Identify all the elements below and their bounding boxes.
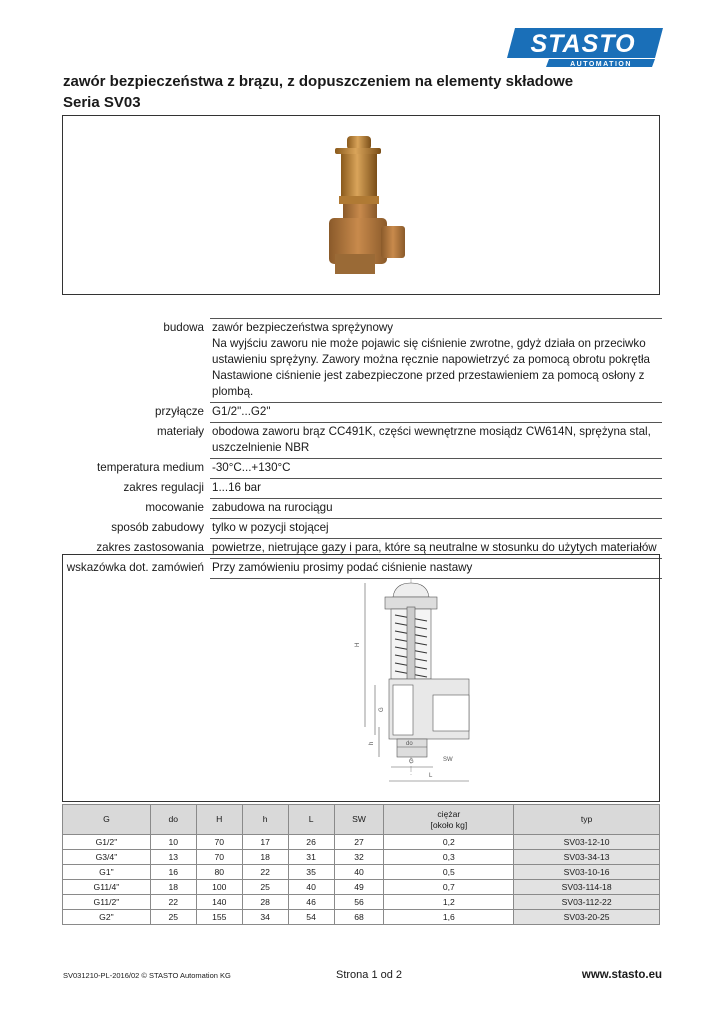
table-cell: 140 <box>196 895 242 910</box>
table-cell: 49 <box>334 880 384 895</box>
spec-label: mocowanie <box>145 500 204 514</box>
table-cell: 0,3 <box>384 850 514 865</box>
dim-G-bottom-label: G <box>409 759 414 765</box>
spec-row <box>62 423 662 459</box>
table-cell: 70 <box>196 835 242 850</box>
spec-value: G1/2"...G2" <box>210 403 662 423</box>
table-cell: G11/2" <box>63 895 151 910</box>
table-cell: 0,2 <box>384 835 514 850</box>
table-cell: G2" <box>63 910 151 925</box>
table-cell: 10 <box>150 835 196 850</box>
table-cell: 22 <box>150 895 196 910</box>
dim-SW-label: SW <box>443 757 453 763</box>
column-header: typ <box>514 805 660 835</box>
column-header: h <box>242 805 288 835</box>
table-row <box>63 850 660 865</box>
table-cell: 18 <box>150 880 196 895</box>
type-code-cell: SV03-114-18 <box>514 880 660 895</box>
table-cell: 54 <box>288 910 334 925</box>
column-header: ciężar [około kg] <box>384 805 514 835</box>
table-cell: 28 <box>242 895 288 910</box>
dim-do-label: do <box>406 741 413 747</box>
table-cell: 80 <box>196 865 242 880</box>
table-cell: 25 <box>150 910 196 925</box>
footer-doc-id: SV031210-PL-2016/02 © STASTO Automation KG <box>63 971 231 980</box>
technical-drawing <box>293 577 503 787</box>
table-cell: 46 <box>288 895 334 910</box>
spec-value: powietrze, nietrujące gazy i para, które są neutralne w stosunku do użytych materiałów <box>210 539 662 559</box>
type-code-cell: SV03-12-10 <box>514 835 660 850</box>
table-cell: 26 <box>288 835 334 850</box>
table-cell: 155 <box>196 910 242 925</box>
table-cell: 35 <box>288 865 334 880</box>
table-cell: 40 <box>288 880 334 895</box>
spec-value: tylko w pozycji stojącej <box>210 519 662 539</box>
dim-G-side-label: G <box>379 707 385 712</box>
title-line-1: zawór bezpieczeństwa z brązu, z dopuszczeniem na elementy składowe <box>63 73 574 90</box>
table-row <box>63 910 660 925</box>
svg-text:AUTOMATION: AUTOMATION <box>570 61 632 68</box>
footer-website-link[interactable]: www.stasto.eu <box>581 969 662 981</box>
spec-value: obodowa zaworu brąz CC491K, części wewnętrzne mosiądz CW614N, sprężyna stal, uszczelnienie NBR <box>210 423 662 459</box>
table-cell: G1" <box>63 865 151 880</box>
svg-text:STASTO: STASTO <box>530 30 636 58</box>
table-cell: 0,5 <box>384 865 514 880</box>
table-cell: 0,7 <box>384 880 514 895</box>
spec-label: materiały <box>156 424 204 438</box>
dim-L-label: L <box>429 773 433 779</box>
spec-label: budowa <box>163 320 204 334</box>
table-cell: 22 <box>242 865 288 880</box>
product-photo-frame <box>62 115 660 295</box>
column-header: H <box>196 805 242 835</box>
column-header: SW <box>334 805 384 835</box>
table-row <box>63 880 660 895</box>
spec-row <box>62 459 662 479</box>
spec-row <box>62 319 662 403</box>
table-cell: 40 <box>334 865 384 880</box>
specifications-table <box>62 318 662 579</box>
table-cell: 56 <box>334 895 384 910</box>
dimensions-table <box>62 804 660 925</box>
table-cell: 68 <box>334 910 384 925</box>
footer-page-number: Strona 1 od 2 <box>336 969 403 981</box>
table-cell: 1,6 <box>384 910 514 925</box>
stasto-logo <box>505 26 663 68</box>
table-cell: 1,2 <box>384 895 514 910</box>
table-row <box>63 865 660 880</box>
spec-label: sposób zabudowy <box>111 520 204 534</box>
table-cell: 13 <box>150 850 196 865</box>
title-line-2: Seria SV03 <box>63 94 141 111</box>
table-cell: G1/2" <box>63 835 151 850</box>
spec-row <box>62 499 662 519</box>
type-code-cell: SV03-34-13 <box>514 850 660 865</box>
spec-value: 1...16 bar <box>210 479 662 499</box>
spec-value: Przy zamówieniu prosimy podać ciśnienie nastawy <box>210 559 662 579</box>
column-header: L <box>288 805 334 835</box>
spec-value: zabudowa na rurociągu <box>210 499 662 519</box>
table-cell: 16 <box>150 865 196 880</box>
type-code-cell: SV03-112-22 <box>514 895 660 910</box>
spec-label: zakres zastosowania <box>96 540 204 554</box>
table-cell: 18 <box>242 850 288 865</box>
table-cell: 17 <box>242 835 288 850</box>
dim-h-label: h <box>369 741 375 745</box>
table-cell: 25 <box>242 880 288 895</box>
spec-value: -30°C...+130°C <box>210 459 662 479</box>
column-header: do <box>150 805 196 835</box>
table-cell: G3/4" <box>63 850 151 865</box>
table-cell: 27 <box>334 835 384 850</box>
valve-photo <box>325 134 405 276</box>
spec-row <box>62 403 662 423</box>
table-cell: 32 <box>334 850 384 865</box>
dim-H-label: H <box>355 642 361 647</box>
spec-label: zakres regulacji <box>123 480 204 494</box>
spec-row <box>62 479 662 499</box>
table-row <box>63 895 660 910</box>
spec-label: przyłącze <box>155 404 204 418</box>
spec-label: temperatura medium <box>97 460 204 474</box>
technical-drawing-frame <box>62 554 660 802</box>
table-cell: G11/4" <box>63 880 151 895</box>
type-code-cell: SV03-20-25 <box>514 910 660 925</box>
spec-value: zawór bezpieczeństwa sprężynowy Na wyjściu zaworu nie może pojawic się ciśnienie zwrotne, gdyż działa on przeciwko ustawieniu sprężyny. Zawory można ręcznie napowietrzyć za pomocą obrotu pokrętła Nastawione ciśnienie jest zabezpieczone przed przestawieniem za pomocą osłony z plombą. <box>210 319 662 403</box>
table-row <box>63 835 660 850</box>
spec-label: wskazówka dot. zamówień <box>66 560 204 574</box>
table-cell: 34 <box>242 910 288 925</box>
page-title <box>63 71 573 113</box>
spec-row <box>62 519 662 539</box>
type-code-cell: SV03-10-16 <box>514 865 660 880</box>
table-cell: 31 <box>288 850 334 865</box>
table-cell: 70 <box>196 850 242 865</box>
column-header: G <box>63 805 151 835</box>
table-cell: 100 <box>196 880 242 895</box>
